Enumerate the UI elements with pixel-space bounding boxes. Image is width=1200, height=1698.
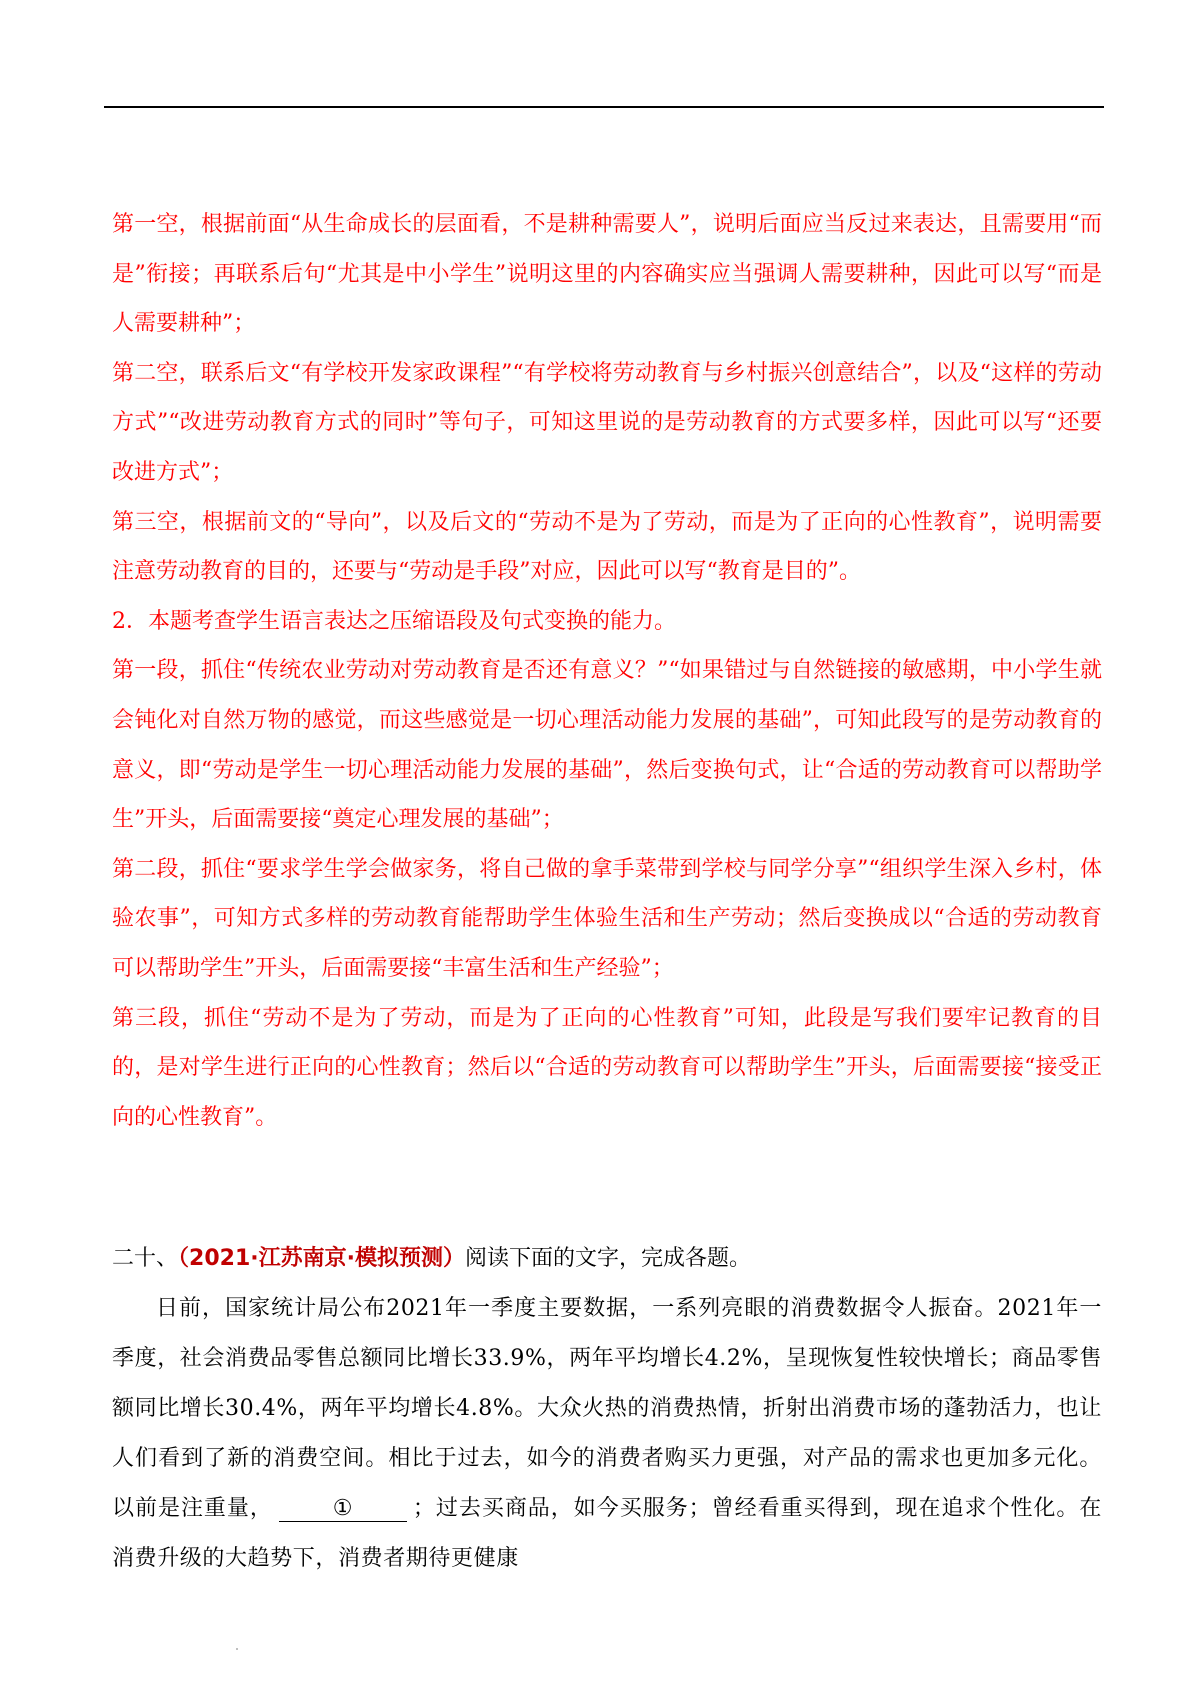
scan-speck [236, 1648, 238, 1650]
answer-paragraph-1: 第一空，根据前面“从生命成长的层面看，不是耕种需要人”，说明后面应当反过来表达，且需要用“而是”衔接；再联系后句“尤其是中小学生”说明这里的内容确实应当强调人需要耕种，因此可以写“而是人需要耕种”； [112, 212, 1102, 337]
header-rule [104, 106, 1104, 108]
answer-paragraph-6: 第三段，抓住“劳动不是为了劳动，而是为了正向的心性教育”可知，此段是写我们要牢记教育的目的，是对学生进行正向的心性教育；然后以“合适的劳动教育可以帮助学生”开头，后面需要接“接受正向的心性教育”。 [112, 1005, 1102, 1130]
reading-passage [112, 1284, 1102, 1584]
question-20 [112, 1234, 1102, 1584]
answer-paragraph-3: 第三空，根据前文的“导向”，以及后文的“劳动不是为了劳动，而是为了正向的心性教育”，说明需要注意劳动教育的目的，还要与“劳动是手段”对应，因此可以写“教育是目的”。 [112, 509, 1102, 585]
passage-text-before-blank: 日前，国家统计局公布2021年一季度主要数据，一系列亮眼的消费数据令人振奋。2021年一季度，社会消费品零售总额同比增长33.9%，两年平均增长4.2%，呈现恢复性较快增长；商品零售额同比增长30.4%，两年平均增长4.8%。大众火热的消费热情，折射出消费市场的蓬勃活力，也让人们看到了新的消费空间。相比于过去，如今的消费者购买力更强，对产品的需求也更加多元化。以前是注重量， [112, 1296, 1102, 1521]
answer-point-2: 2．本题考查学生语言表达之压缩语段及句式变换的能力。 [112, 608, 676, 634]
fill-in-blank-1: ① [279, 1497, 407, 1522]
question-source: （2021·江苏南京·模拟预测） [178, 1246, 465, 1271]
answer-explanation [112, 200, 1102, 1142]
answer-paragraph-5: 第二段，抓住“要求学生学会做家务，将自己做的拿手菜带到学校与同学分享”“组织学生深入乡村，体验农事”，可知方式多样的劳动教育能帮助学生体验生活和生产劳动；然后变换成以“合适的劳动教育可以帮助学生”开头，后面需要接“丰富生活和生产经验”； [112, 856, 1102, 981]
answer-paragraph-2: 第二空，联系后文“有学校开发家政课程”“有学校将劳动教育与乡村振兴创意结合”，以及“这样的劳动方式”“改进劳动教育方式的同时”等句子，可知这里说的是劳动教育的方式要多样，因此可以写“还要改进方式”； [112, 360, 1102, 485]
question-instruction: 阅读下面的文字，完成各题。 [464, 1246, 751, 1271]
passage-text-after-blank: ；过去买商品，如今买服务；曾经看重买得到，现在追求个性化。在消费升级的大趋势下，消费者期待更健康 [112, 1496, 1102, 1571]
question-title [112, 1234, 1102, 1284]
answer-paragraph-4: 第一段，抓住“传统农业劳动对劳动教育是否还有意义？”“如果错过与自然链接的敏感期，中小学生就会钝化对自然万物的感觉，而这些感觉是一切心理活动能力发展的基础”，可知此段写的是劳动教育的意义，即“劳动是学生一切心理活动能力发展的基础”，然后变换句式，让“合适的劳动教育可以帮助学生”开头，后面需要接“奠定心理发展的基础”； [112, 658, 1102, 833]
question-number: 二十、 [112, 1246, 179, 1271]
